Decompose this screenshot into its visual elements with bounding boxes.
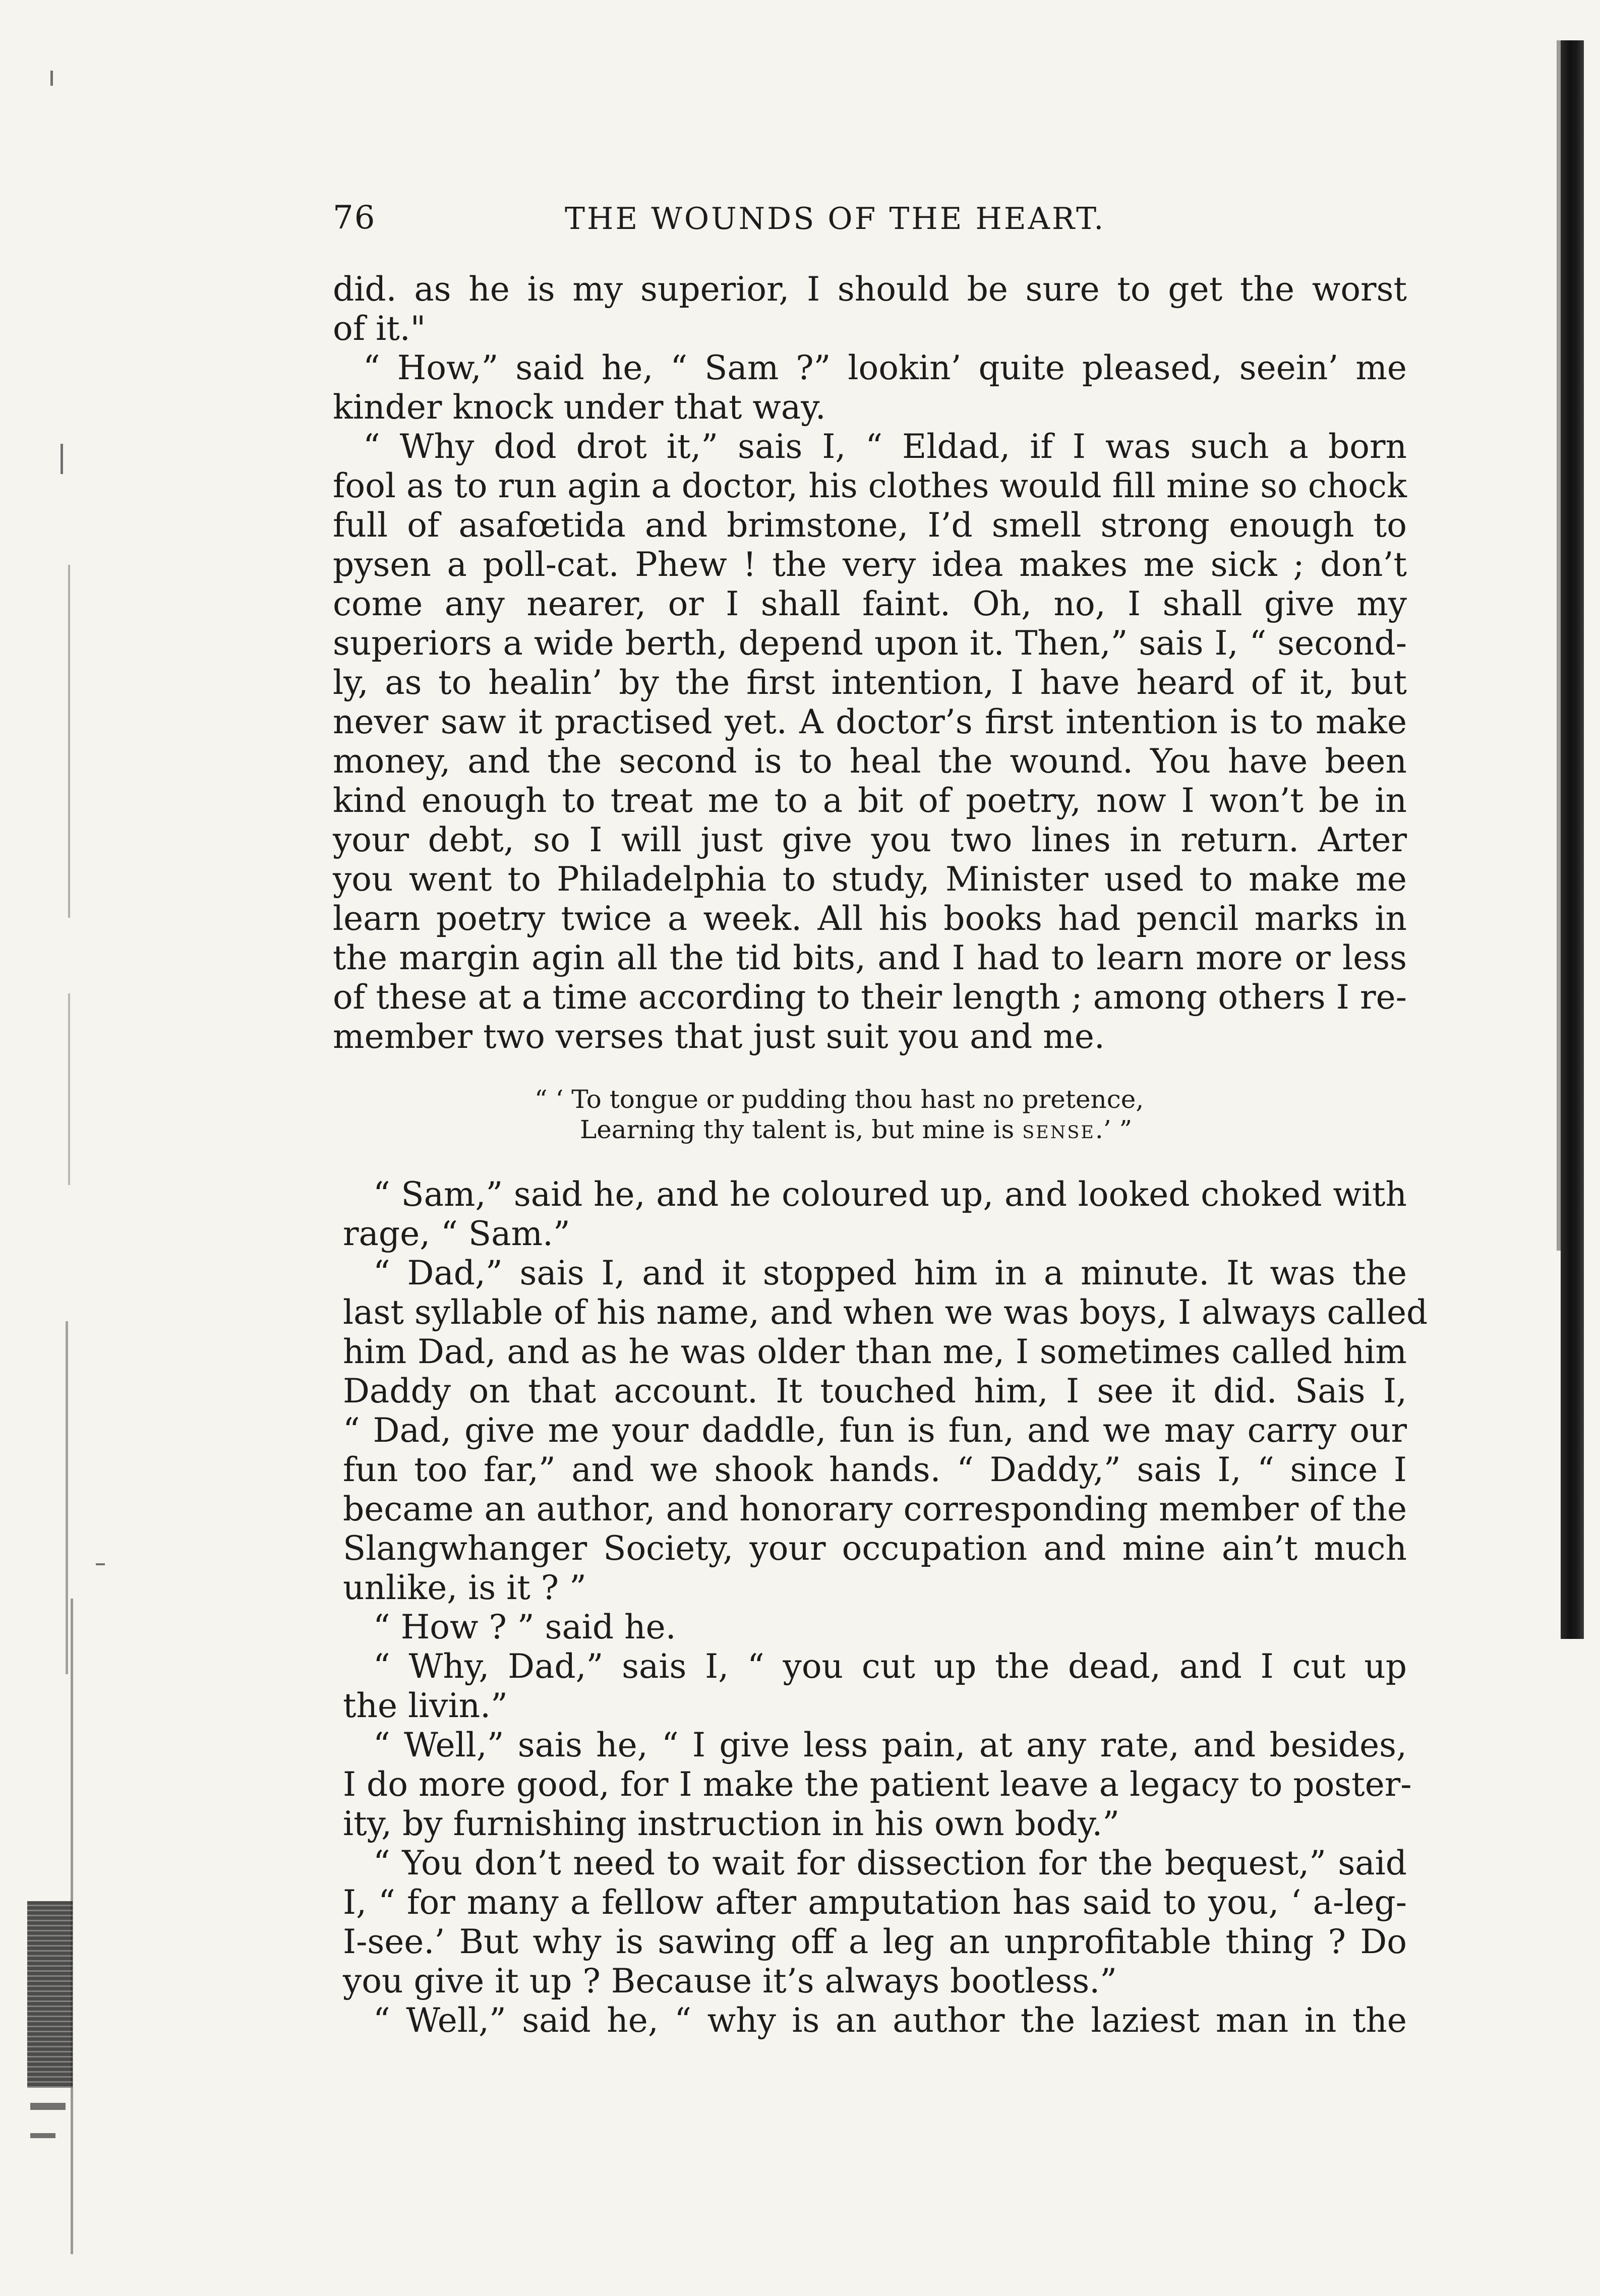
text-line: money, and the second is to heal the wound. You have been xyxy=(333,742,1407,781)
text-line: the margin agin all the tid bits, and I had to learn more or less xyxy=(333,938,1407,977)
text-line: member two verses that just suit you and me. xyxy=(333,1017,1105,1056)
text-line: last syllable of his name, and when we was boys, I always called xyxy=(343,1293,1428,1332)
prose-block-1 xyxy=(333,270,1407,1056)
text-line: “ Well,” sais he, “ I give less pain, at any rate, and besides, xyxy=(373,1726,1407,1764)
text-line: you give it up ? Because it’s always bootless.” xyxy=(343,1962,1117,2000)
text-line: learn poetry twice a week. All his books had pencil marks in xyxy=(333,899,1407,938)
text-line: kinder knock under that way. xyxy=(333,388,826,427)
page-header xyxy=(333,199,1150,240)
text-line: your debt, so I will just give you two lines in return. Arter xyxy=(333,820,1407,859)
text-line: superiors a wide berth, depend upon it. Then,” sais I, “ second- xyxy=(333,624,1407,663)
text-line: did. as he is my superior, I should be sure to get the worst xyxy=(333,270,1407,309)
text-line: of it." xyxy=(333,309,426,348)
text-line: “ Why, Dad,” sais I, “ you cut up the dead, and I cut up xyxy=(373,1647,1407,1686)
text-line: fun too far,” and we shook hands. “ Daddy,” sais I, “ since I xyxy=(343,1450,1407,1489)
text-line: the livin.” xyxy=(343,1686,508,1725)
verse-smallcaps-word: sense xyxy=(1022,1115,1095,1144)
text-line: fool as to run agin a doctor, his clothes would fill mine so chock xyxy=(333,466,1407,505)
text-line: unlike, is it ? ” xyxy=(343,1568,586,1607)
text-line: never saw it practised yet. A doctor’s first intention is to make xyxy=(333,702,1407,741)
text-line: “ Sam,” said he, and he coloured up, and looked choked with xyxy=(373,1175,1407,1214)
verse-line-text: Learning thy talent is, but mine is xyxy=(580,1115,1023,1144)
verse-quotation xyxy=(535,1084,1240,1145)
text-line: “ How,” said he, “ Sam ?” lookin’ quite pleased, seein’ me xyxy=(363,348,1407,387)
text-line: I do more good, for I make the patient leave a legacy to poster- xyxy=(343,1765,1412,1804)
scan-gutter-marks xyxy=(20,61,111,2279)
text-line: I-see.’ But why is sawing off a leg an unprofitable thing ? Do xyxy=(343,1922,1407,1961)
text-line: “ Dad, give me your daddle, fun is fun, and we may carry our xyxy=(343,1411,1407,1450)
text-line: “ Why dod drot it,” sais I, “ Eldad, if I was such a born xyxy=(363,427,1407,466)
verse-line xyxy=(535,1114,1240,1145)
text-line: “ How ? ” said he. xyxy=(373,1608,676,1646)
text-line: rage, “ Sam.” xyxy=(343,1214,570,1253)
text-line: ity, by furnishing instruction in his own body.” xyxy=(343,1804,1120,1843)
text-line: became an author, and honorary corresponding member of the xyxy=(343,1490,1407,1528)
running-head: THE WOUNDS OF THE HEART. xyxy=(565,201,1106,237)
text-line: I, “ for many a fellow after amputation has said to you, ‘ a-leg- xyxy=(343,1883,1407,1922)
text-line: kind enough to treat me to a bit of poetry, now I won’t be in xyxy=(333,781,1407,820)
text-line: pysen a poll-cat. Phew ! the very idea makes me sick ; don’t xyxy=(333,545,1407,584)
prose-block-2 xyxy=(343,1175,1428,2040)
text-line: ly, as to healin’ by the first intention, I have heard of it, but xyxy=(333,663,1407,702)
scan-edge-shadow xyxy=(1561,40,1584,1639)
verse-line-end: .’ ” xyxy=(1095,1115,1133,1144)
text-line: come any nearer, or I shall faint. Oh, no, I shall give my xyxy=(333,584,1407,623)
text-line: you went to Philadelphia to study, Minister used to make me xyxy=(333,860,1407,899)
verse-line: “ ‘ To tongue or pudding thou hast no pretence, xyxy=(535,1085,1144,1114)
text-line: Daddy on that account. It touched him, I see it did. Sais I, xyxy=(343,1372,1407,1410)
text-line: him Dad, and as he was older than me, I sometimes called him xyxy=(343,1332,1407,1371)
text-line: “ Well,” said he, “ why is an author the laziest man in the xyxy=(373,2001,1407,2040)
text-line: “ Dad,” sais I, and it stopped him in a minute. It was the xyxy=(373,1254,1407,1292)
text-line: “ You don’t need to wait for dissection for the bequest,” said xyxy=(373,1844,1407,1882)
text-line: Slangwhanger Society, your occupation and mine ain’t much xyxy=(343,1529,1407,1568)
text-line: of these at a time according to their length ; among others I re- xyxy=(333,978,1407,1017)
page-number: 76 xyxy=(333,199,376,237)
text-line: full of asafœtida and brimstone, I’d smell strong enough to xyxy=(333,506,1407,545)
